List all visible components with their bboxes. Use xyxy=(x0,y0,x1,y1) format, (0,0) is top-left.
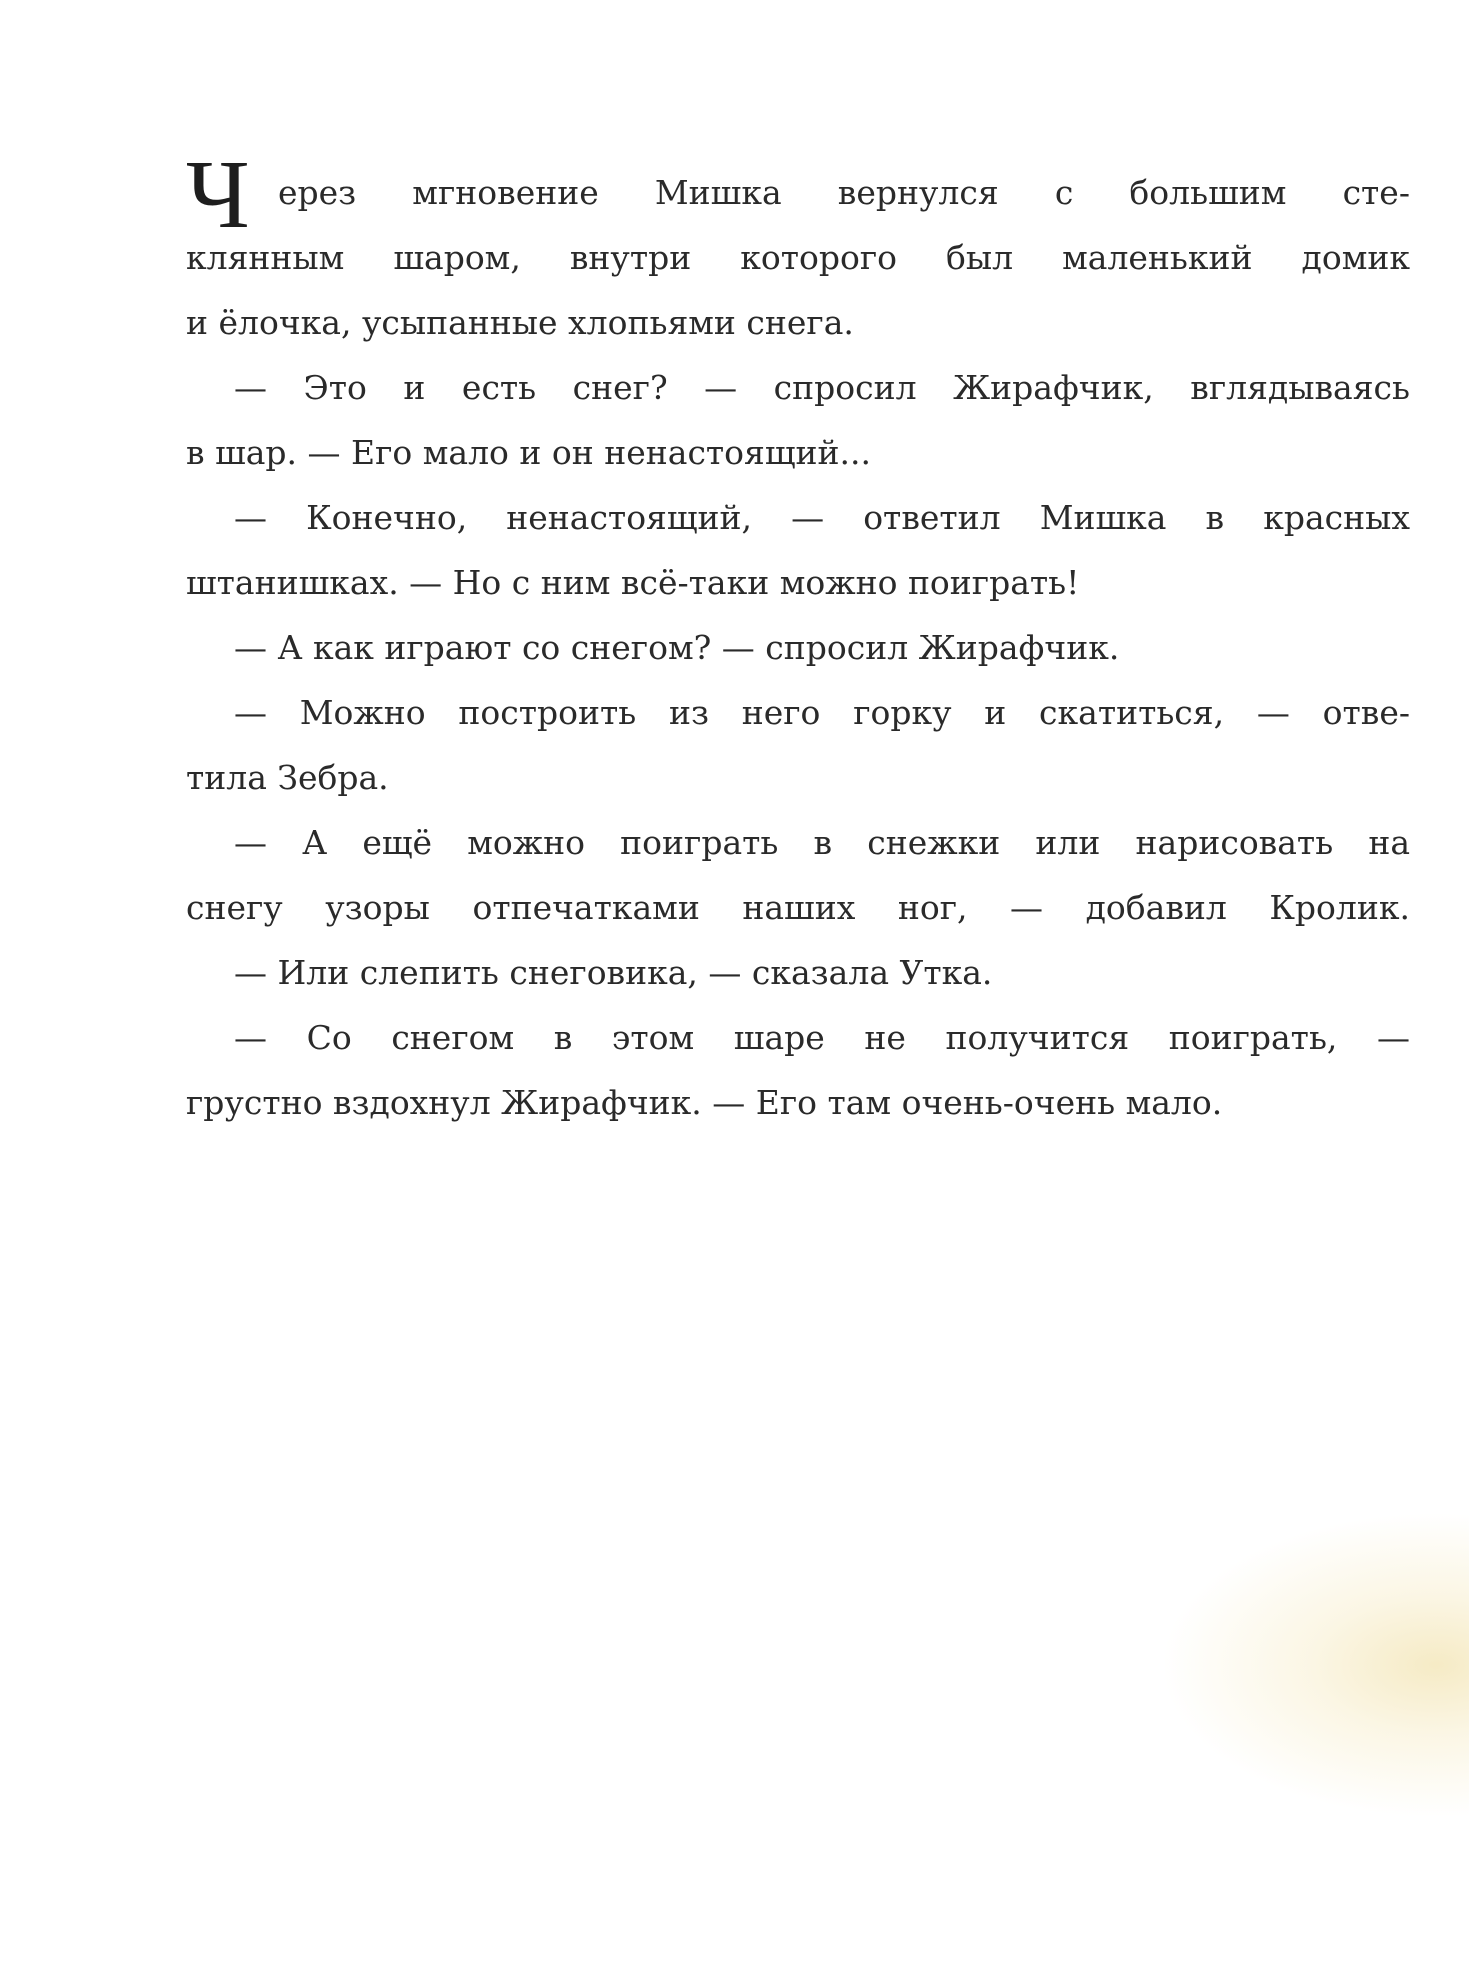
text-line-4: — Это и есть снег? — спросил Жирафчик, вглядываясь xyxy=(234,368,1410,407)
text-line-7: штанишках. — Но с ним всё-таки можно поиграть! xyxy=(186,563,1080,602)
text-line-8: — А как играют со снегом? — спросил Жирафчик. xyxy=(234,628,1120,667)
text-line-13: — Или слепить снеговика, — сказала Утка. xyxy=(234,953,993,992)
decorative-illustration-edge xyxy=(1139,1500,1469,1830)
text-line-15: грустно вздохнул Жирафчик. — Его там очень-очень мало. xyxy=(186,1083,1223,1122)
text-line-10: тила Зебра. xyxy=(186,758,389,797)
text-line-1 xyxy=(186,141,1410,249)
text-line-14: — Со снегом в этом шаре не получится поиграть, — xyxy=(234,1018,1410,1057)
text-line-5: в шар. — Его мало и он ненастоящий... xyxy=(186,433,872,472)
text-line-3: и ёлочка, усыпанные хлопьями снега. xyxy=(186,303,854,342)
text-line-9: — Можно построить из него горку и скатиться, — отве- xyxy=(234,693,1410,732)
story-text xyxy=(186,141,1410,1135)
text-line-11: — А ещё можно поиграть в снежки или нарисовать на xyxy=(234,823,1410,862)
text-line-2: клянным шаром, внутри которого был маленький домик xyxy=(186,238,1410,277)
dropcap-letter: Ч xyxy=(186,141,250,249)
text-line-6: — Конечно, ненастоящий, — ответил Мишка в красных xyxy=(234,498,1410,537)
text-line-12: снегу узоры отпечатками наших ног, — добавил Кролик. xyxy=(186,888,1410,927)
line-text: ерез мгновение Мишка вернулся с большим сте- xyxy=(278,173,1410,212)
